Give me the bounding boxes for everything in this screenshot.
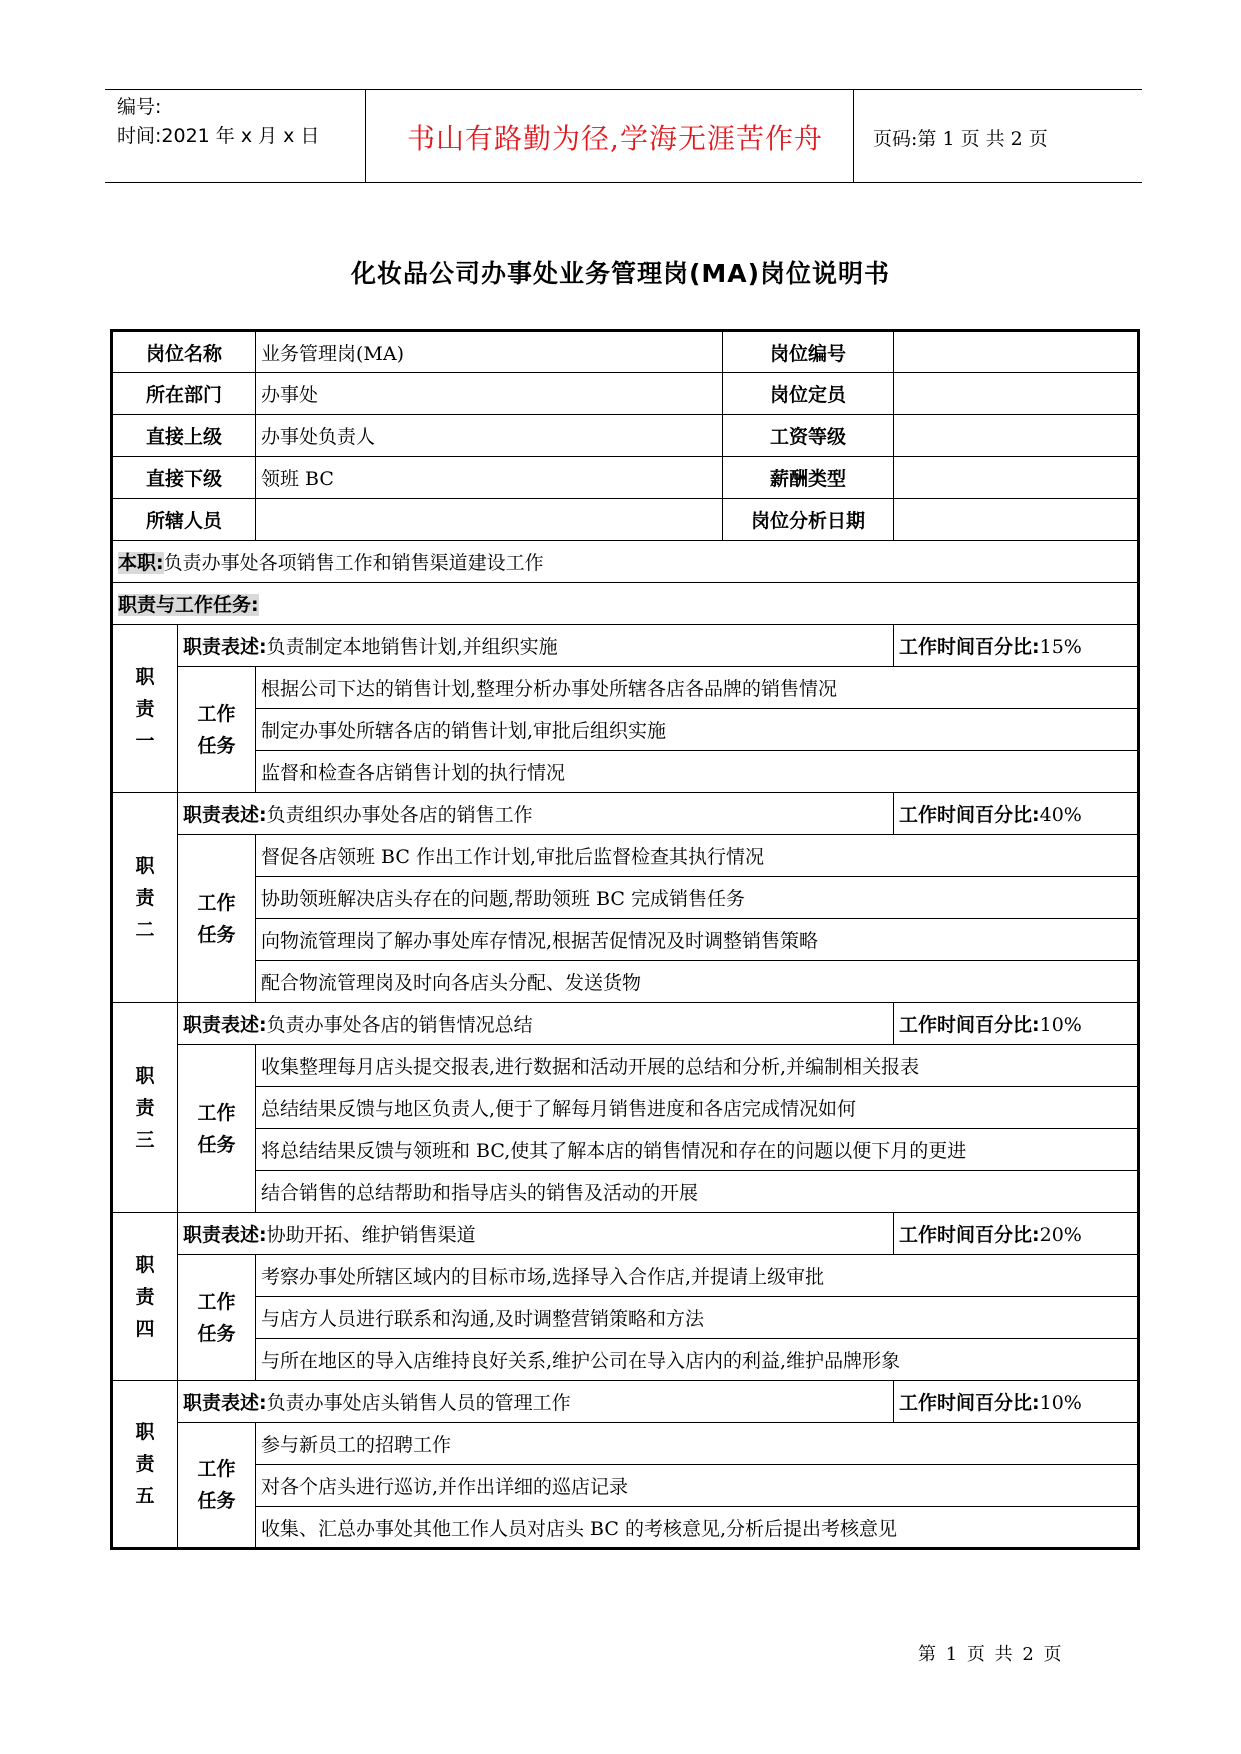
info-value-2 [894, 331, 1139, 373]
time-percent-label: 工作时间百分比: [899, 636, 1040, 658]
task-row [112, 919, 1139, 961]
duty-text: 负责办事处各项销售工作和销售渠道建设工作 [163, 552, 544, 574]
work-tasks-label-line: 工作 [197, 1101, 236, 1124]
info-value-2 [894, 415, 1139, 457]
task-row [112, 1465, 1139, 1507]
responsibility-desc: 负责办事处店头销售人员的管理工作 [266, 1392, 571, 1414]
task-item: 参与新员工的招聘工作 [256, 1423, 1139, 1465]
header-meta [117, 93, 319, 151]
responsibility-name-char: 责 [135, 1096, 155, 1119]
work-tasks-label [178, 1045, 256, 1213]
task-item: 收集整理每月店头提交报表,进行数据和活动开展的总结和分析,并编制相关报表 [256, 1045, 1139, 1087]
responsibility-desc-cell [178, 625, 894, 667]
task-item: 向物流管理岗了解办事处库存情况,根据苦促情况及时调整销售策略 [256, 919, 1139, 961]
work-tasks-label [178, 1255, 256, 1381]
task-item: 根据公司下达的销售计划,整理分析办事处所辖各店各品牌的销售情况 [256, 667, 1139, 709]
table-body [112, 331, 1139, 1549]
responsibility-name-char: 责 [135, 1285, 155, 1308]
task-row [112, 1297, 1139, 1339]
info-label: 岗位名称 [112, 331, 256, 373]
responsibility-name-char: 二 [135, 918, 155, 941]
job-description-table [110, 329, 1140, 1550]
responsibility-desc: 负责组织办事处各店的销售工作 [266, 804, 533, 826]
tasks-header-row [112, 583, 1139, 625]
task-row [112, 667, 1139, 709]
header-page-number: 页码:第 1 页 共 2 页 [873, 128, 1048, 150]
responsibility-desc-cell [178, 1381, 894, 1423]
responsibility-name-char: 责 [135, 1453, 155, 1475]
task-item: 总结结果反馈与地区负责人,便于了解每月销售进度和各店完成情况如何 [256, 1087, 1139, 1129]
header-divider [365, 89, 366, 183]
task-row [112, 1507, 1139, 1549]
desc-label: 职责表述: [183, 1014, 267, 1036]
work-tasks-label-line: 工作 [197, 702, 236, 725]
time-percent-label: 工作时间百分比: [899, 1014, 1040, 1036]
time-percent-cell [894, 1213, 1139, 1255]
responsibility-name [112, 1381, 178, 1549]
document-number: 编号: [117, 96, 162, 118]
task-row [112, 1255, 1139, 1297]
responsibility-name-char: 责 [135, 886, 155, 909]
duty-cell [112, 541, 1139, 583]
info-value [256, 499, 723, 541]
desc-label: 职责表述: [183, 636, 267, 658]
time-percent-label: 工作时间百分比: [899, 1392, 1040, 1414]
task-row [112, 877, 1139, 919]
header-top-rule [105, 89, 1142, 90]
responsibility-name [112, 793, 178, 1003]
responsibility-name-char: 一 [135, 729, 155, 752]
task-row [112, 1339, 1139, 1381]
time-percent-label: 工作时间百分比: [899, 804, 1040, 826]
info-value: 办事处负责人 [256, 415, 723, 457]
responsibility-name-char: 三 [135, 1128, 155, 1151]
info-label: 所辖人员 [112, 499, 256, 541]
info-value: 业务管理岗(MA) [256, 331, 723, 373]
work-tasks-label-line: 任务 [197, 923, 236, 946]
work-tasks-label [178, 1423, 256, 1549]
info-value-2 [894, 457, 1139, 499]
work-tasks-label-line: 任务 [197, 1490, 236, 1512]
info-row [112, 499, 1139, 541]
responsibility-row [112, 1003, 1139, 1045]
time-percent-cell [894, 1003, 1139, 1045]
task-item: 考察办事处所辖区域内的目标市场,选择导入合作店,并提请上级审批 [256, 1255, 1139, 1297]
responsibility-row [112, 625, 1139, 667]
info-row [112, 331, 1139, 373]
tasks-header [112, 583, 1139, 625]
task-item: 协助领班解决店头存在的问题,帮助领班 BC 完成销售任务 [256, 877, 1139, 919]
task-item: 监督和检查各店销售计划的执行情况 [256, 751, 1139, 793]
responsibility-desc: 负责制定本地销售计划,并组织实施 [266, 636, 558, 658]
info-row [112, 415, 1139, 457]
info-label-2: 薪酬类型 [723, 457, 894, 499]
work-tasks-label-line: 任务 [197, 734, 236, 757]
work-tasks-label-line: 工作 [197, 891, 236, 914]
responsibility-name-char: 责 [135, 697, 155, 720]
responsibility-desc-cell [178, 793, 894, 835]
task-item: 收集、汇总办事处其他工作人员对店头 BC 的考核意见,分析后提出考核意见 [256, 1507, 1139, 1549]
responsibility-desc: 协助开拓、维护销售渠道 [266, 1224, 476, 1246]
task-row [112, 1171, 1139, 1213]
responsibility-row [112, 1213, 1139, 1255]
time-percent-cell [894, 793, 1139, 835]
responsibility-name-char: 五 [135, 1485, 155, 1507]
info-value-2 [894, 499, 1139, 541]
responsibility-desc: 负责办事处各店的销售情况总结 [266, 1014, 533, 1036]
info-label-2: 岗位编号 [723, 331, 894, 373]
task-item: 与店方人员进行联系和沟通,及时调整营销策略和方法 [256, 1297, 1139, 1339]
task-row [112, 961, 1139, 1003]
responsibility-row [112, 1381, 1139, 1423]
task-item: 将总结结果反馈与领班和 BC,使其了解本店的销售情况和存在的问题以便下月的更进 [256, 1129, 1139, 1171]
responsibility-row [112, 793, 1139, 835]
responsibility-name [112, 625, 178, 793]
work-tasks-label-line: 任务 [197, 1133, 236, 1156]
footer-page-number: 第 1 页 共 2 页 [918, 1644, 1064, 1665]
time-percent-value: 15% [1039, 636, 1082, 658]
task-item: 对各个店头进行巡访,并作出详细的巡店记录 [256, 1465, 1139, 1507]
work-tasks-label [178, 667, 256, 793]
info-label: 所在部门 [112, 373, 256, 415]
responsibility-desc-cell [178, 1213, 894, 1255]
time-percent-label: 工作时间百分比: [899, 1224, 1040, 1246]
work-tasks-label-line: 工作 [197, 1290, 236, 1313]
responsibility-name-char: 职 [135, 1064, 155, 1087]
responsibility-name-char: 职 [135, 1253, 155, 1276]
responsibility-name-char: 职 [135, 665, 155, 688]
header-motto: 书山有路勤为径,学海无涯苦作舟 [407, 122, 823, 155]
task-row [112, 709, 1139, 751]
duty-label: 本职: [118, 552, 164, 574]
responsibility-name [112, 1213, 178, 1381]
task-item: 配合物流管理岗及时向各店头分配、发送货物 [256, 961, 1139, 1003]
responsibility-name-char: 职 [135, 1421, 155, 1443]
info-label-2: 工资等级 [723, 415, 894, 457]
time-percent-value: 20% [1039, 1224, 1082, 1246]
info-label-2: 岗位定员 [723, 373, 894, 415]
task-item: 督促各店领班 BC 作出工作计划,审批后监督检查其执行情况 [256, 835, 1139, 877]
responsibility-desc-cell [178, 1003, 894, 1045]
task-row [112, 1087, 1139, 1129]
tasks-header-label: 职责与工作任务: [118, 594, 259, 616]
time-percent-value: 40% [1039, 804, 1082, 826]
duty-row [112, 541, 1139, 583]
info-value: 办事处 [256, 373, 723, 415]
task-row [112, 1129, 1139, 1171]
responsibility-name-char: 职 [135, 854, 155, 877]
info-label: 直接下级 [112, 457, 256, 499]
info-row [112, 373, 1139, 415]
responsibility-name [112, 1003, 178, 1213]
task-item: 制定办事处所辖各店的销售计划,审批后组织实施 [256, 709, 1139, 751]
document-time: 时间:2021 年 x 月 x 日 [117, 125, 320, 147]
desc-label: 职责表述: [183, 804, 267, 826]
time-percent-value: 10% [1039, 1014, 1082, 1036]
desc-label: 职责表述: [183, 1392, 267, 1414]
responsibility-name-char: 四 [135, 1317, 155, 1340]
work-tasks-label-line: 任务 [197, 1322, 236, 1345]
info-row [112, 457, 1139, 499]
work-tasks-label [178, 835, 256, 1003]
info-value: 领班 BC [256, 457, 723, 499]
time-percent-value: 10% [1039, 1392, 1082, 1414]
task-item: 结合销售的总结帮助和指导店头的销售及活动的开展 [256, 1171, 1139, 1213]
info-value-2 [894, 373, 1139, 415]
info-label: 直接上级 [112, 415, 256, 457]
task-row [112, 1423, 1139, 1465]
desc-label: 职责表述: [183, 1224, 267, 1246]
time-percent-cell [894, 625, 1139, 667]
work-tasks-label-line: 工作 [197, 1458, 236, 1480]
task-item: 与所在地区的导入店维持良好关系,维护公司在导入店内的利益,维护品牌形象 [256, 1339, 1139, 1381]
task-row [112, 751, 1139, 793]
document-title: 化妆品公司办事处业务管理岗(MA)岗位说明书 [350, 259, 891, 288]
task-row [112, 1045, 1139, 1087]
info-label-2: 岗位分析日期 [723, 499, 894, 541]
time-percent-cell [894, 1381, 1139, 1423]
task-row [112, 835, 1139, 877]
header-bottom-rule [105, 182, 1142, 183]
